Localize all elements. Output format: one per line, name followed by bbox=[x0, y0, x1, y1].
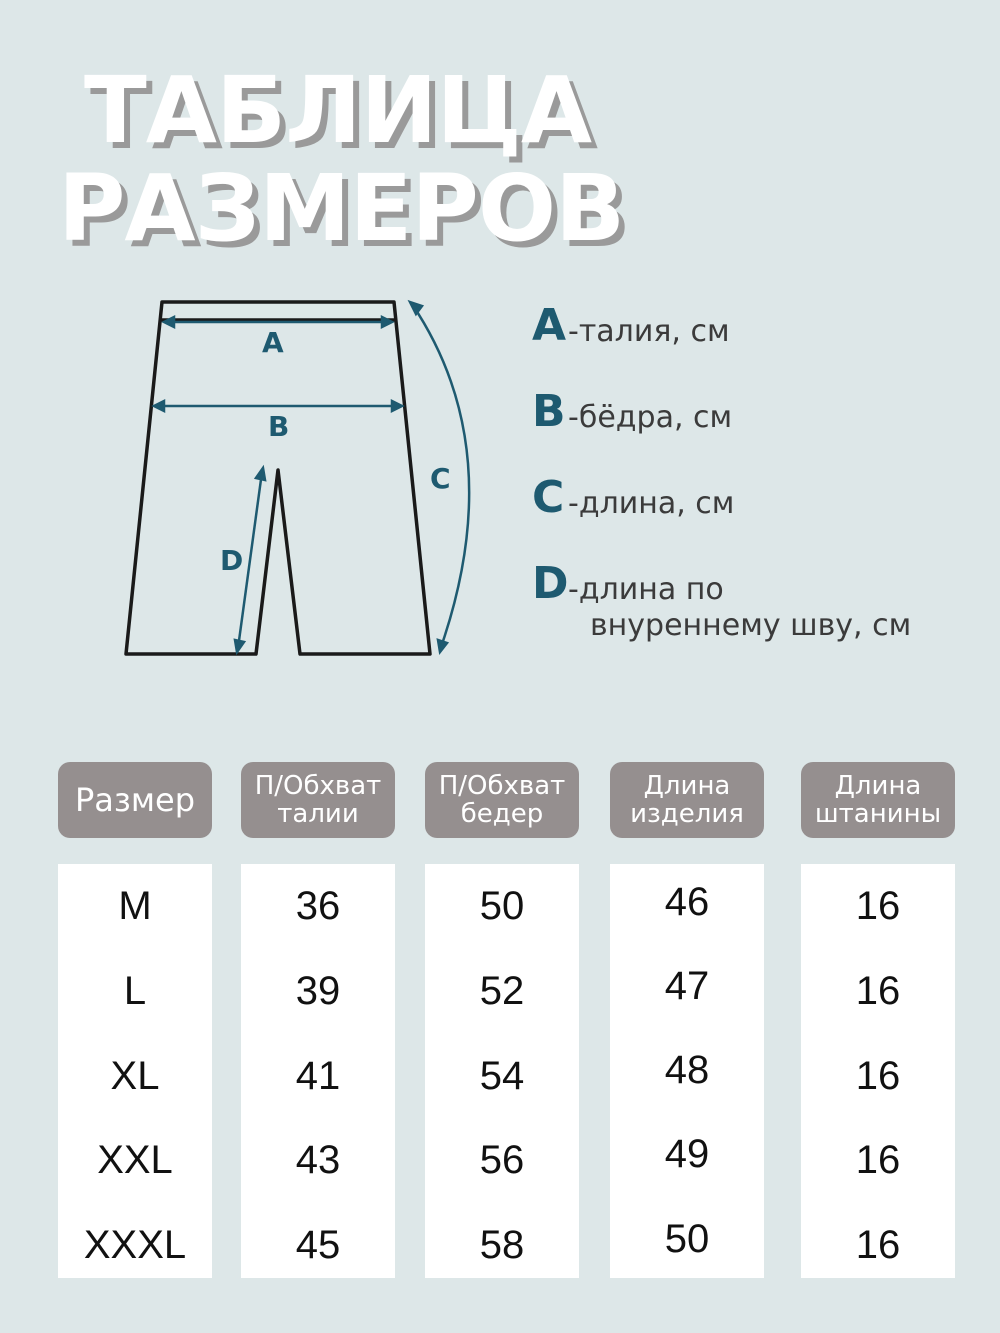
arrow-d-top bbox=[256, 468, 265, 480]
table-cell: XXXL bbox=[83, 1223, 187, 1267]
table-cell: M bbox=[118, 884, 152, 928]
table-cell: 43 bbox=[295, 1138, 341, 1182]
table-cell: 50 bbox=[479, 884, 525, 928]
legend-text: -талия, см bbox=[568, 314, 730, 349]
legend-letter: D bbox=[532, 558, 569, 609]
arrow-b-right bbox=[392, 401, 402, 411]
table-cell: 16 bbox=[855, 1223, 901, 1267]
column-header: Длина изделия bbox=[610, 762, 764, 838]
table-cell: XL bbox=[110, 1054, 160, 1098]
table-cell: 39 bbox=[295, 969, 341, 1013]
title-line-2: РАЗМЕРОВ bbox=[58, 155, 625, 262]
column-body bbox=[241, 864, 395, 1278]
page-title bbox=[58, 57, 625, 262]
title-line-1: ТАБЛИЦА bbox=[84, 57, 592, 164]
legend-text: -длина, см bbox=[568, 486, 735, 521]
column-hips bbox=[425, 762, 579, 1267]
table-cell: 52 bbox=[479, 969, 525, 1013]
arrow-b-left bbox=[154, 401, 164, 411]
column-leg-length bbox=[801, 762, 955, 1267]
column-header: П/Обхват талии bbox=[241, 762, 395, 838]
table-cell: 36 bbox=[295, 884, 341, 928]
diagram-label-b: B bbox=[268, 410, 290, 443]
legend-text: -бёдра, см bbox=[568, 400, 733, 435]
legend-letter: C bbox=[532, 472, 565, 523]
diagram-label-c: C bbox=[430, 462, 451, 495]
table-cell: 41 bbox=[295, 1054, 341, 1098]
legend-text-line-2: внуреннему шву, см bbox=[590, 608, 912, 643]
arrow-d-bottom bbox=[235, 640, 244, 652]
table-cell: 47 bbox=[664, 964, 710, 1008]
diagram-label-d: D bbox=[220, 544, 244, 577]
legend-letter: A bbox=[532, 300, 567, 351]
table-cell: 16 bbox=[855, 969, 901, 1013]
column-body bbox=[610, 864, 764, 1278]
column-length bbox=[610, 762, 764, 1261]
column-header: П/Обхват бедер bbox=[425, 762, 579, 838]
arrow-c-bottom bbox=[438, 640, 447, 652]
column-body bbox=[425, 864, 579, 1278]
table-cell: 49 bbox=[664, 1132, 710, 1176]
table-cell: XXL bbox=[97, 1138, 173, 1182]
table-cell: 16 bbox=[855, 1054, 901, 1098]
column-header: Длина штанины bbox=[801, 762, 955, 838]
column-body bbox=[801, 864, 955, 1278]
table-cell: 54 bbox=[479, 1054, 525, 1098]
table-cell: 16 bbox=[855, 884, 901, 928]
column-body bbox=[58, 864, 212, 1278]
column-size bbox=[58, 762, 212, 1267]
table-cell: L bbox=[123, 969, 147, 1013]
shorts-diagram bbox=[110, 290, 490, 670]
column-waist bbox=[241, 762, 395, 1267]
table-cell: 46 bbox=[664, 880, 710, 924]
table-cell: 58 bbox=[479, 1223, 525, 1267]
table-cell: 48 bbox=[664, 1048, 710, 1092]
legend-letter: B bbox=[532, 386, 566, 437]
table-cell: 16 bbox=[855, 1138, 901, 1182]
table-cell: 50 bbox=[664, 1217, 710, 1261]
diagram-label-a: A bbox=[262, 326, 284, 359]
arrow-c-top bbox=[410, 302, 422, 314]
column-header: Размер bbox=[58, 762, 212, 838]
table-cell: 45 bbox=[295, 1223, 341, 1267]
table-cell: 56 bbox=[479, 1138, 525, 1182]
legend-text: -длина по bbox=[568, 572, 724, 607]
